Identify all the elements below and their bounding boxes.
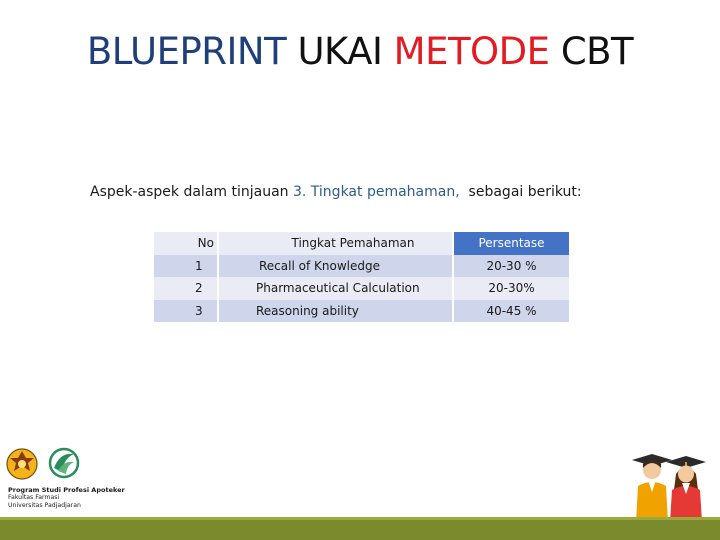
row-persentase: 20-30 %: [454, 255, 569, 278]
faculty-name: Fakultas Farmasi: [8, 494, 60, 501]
table-row: [154, 300, 569, 323]
farmasi-logo: [50, 449, 78, 477]
page-title: [0, 30, 720, 73]
institution-text: [8, 486, 125, 510]
title-word-ukai: UKAI: [297, 30, 383, 73]
header-no: No: [154, 232, 217, 255]
intro-highlight: 3. Tingkat pemahaman,: [292, 184, 460, 200]
header-tingkat-pemahaman: Tingkat Pemahaman: [219, 232, 452, 255]
row-tingkat: Recall of Knowledge: [219, 255, 452, 278]
title-word-cbt: CBT: [560, 30, 634, 73]
title-word-blueprint: BLUEPRINT: [86, 30, 287, 73]
blueprint-table: [154, 232, 569, 322]
table-header-row: [154, 232, 569, 255]
table-row: [154, 277, 569, 300]
graduates-icon: [622, 452, 714, 522]
row-persentase: 20-30%: [454, 277, 569, 300]
footer-bar: [0, 517, 720, 540]
table-row: [154, 255, 569, 278]
row-tingkat: Reasoning ability: [219, 300, 452, 323]
header-persentase: Persentase: [454, 232, 569, 255]
row-no: 3: [154, 300, 217, 323]
intro-text: [90, 184, 582, 200]
unpad-logo: [4, 446, 124, 486]
program-name: Program Studi Profesi Apoteker: [8, 486, 125, 494]
intro-suffix: sebagai berikut:: [459, 184, 582, 200]
row-no: 1: [154, 255, 217, 278]
row-persentase: 40-45 %: [454, 300, 569, 323]
intro-prefix: Aspek-aspek dalam tinjauan: [90, 184, 293, 200]
title-word-metode: METODE: [393, 30, 550, 73]
row-tingkat: Pharmaceutical Calculation: [219, 277, 452, 300]
row-no: 2: [154, 277, 217, 300]
university-name: Universitas Padjadjaran: [8, 502, 81, 509]
